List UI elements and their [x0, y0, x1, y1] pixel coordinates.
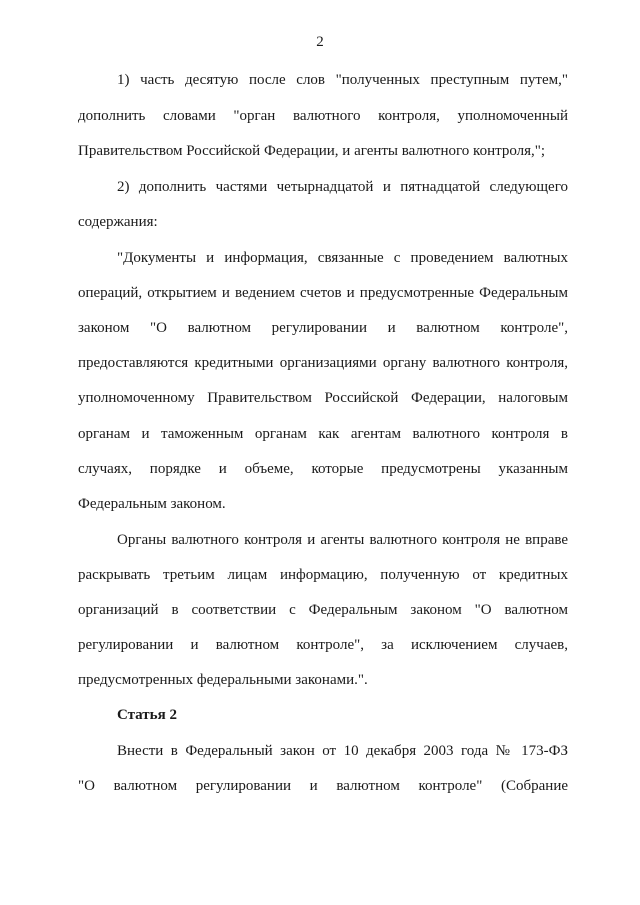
text-line: уполномоченному Правительством Российской Федерации, налоговым — [78, 390, 568, 406]
text-line: Внести в Федеральный закон от 10 декабря 2003 года № 173-ФЗ — [117, 743, 568, 759]
text-line: предусмотренных федеральными законами.". — [78, 672, 368, 688]
text-line: операций, открытием и ведением счетов и предусмотренные Федеральным — [78, 285, 568, 301]
text-line: Органы валютного контроля и агенты валютного контроля не вправе — [117, 532, 568, 548]
text-line: Федеральным законом. — [78, 496, 226, 512]
text-line: 2) дополнить частями четырнадцатой и пятнадцатой следующего — [117, 179, 568, 195]
text-line: Правительством Российской Федерации, и агенты валютного контроля,"; — [78, 143, 546, 159]
text-line: случаях, порядке и объеме, которые предусмотрены указанным — [78, 461, 568, 477]
text-line: органам и таможенным органам как агентам валютного контроля в — [78, 426, 568, 442]
text-line: организаций в соответствии с Федеральным законом "О валютном — [78, 602, 568, 618]
text-line: предоставляются кредитными организациями органу валютного контроля, — [78, 355, 568, 371]
text-line: законом "О валютном регулировании и валютном контроле", — [78, 320, 568, 336]
text-line: содержания: — [78, 214, 158, 230]
page-number: 2 — [316, 34, 324, 50]
text-line: регулировании и валютном контроле", за исключением случаев, — [78, 637, 568, 653]
text-line: дополнить словами "орган валютного контроля, уполномоченный — [78, 108, 568, 124]
text-line: раскрывать третьим лицам информацию, полученную от кредитных — [78, 567, 568, 583]
article-heading: Статья 2 — [117, 707, 177, 723]
text-line: "О валютном регулировании и валютном контроле" (Собрание — [78, 778, 568, 794]
text-line: "Документы и информация, связанные с проведением валютных — [117, 250, 568, 266]
text-line: 1) часть десятую после слов "полученных преступным путем," — [117, 72, 568, 88]
